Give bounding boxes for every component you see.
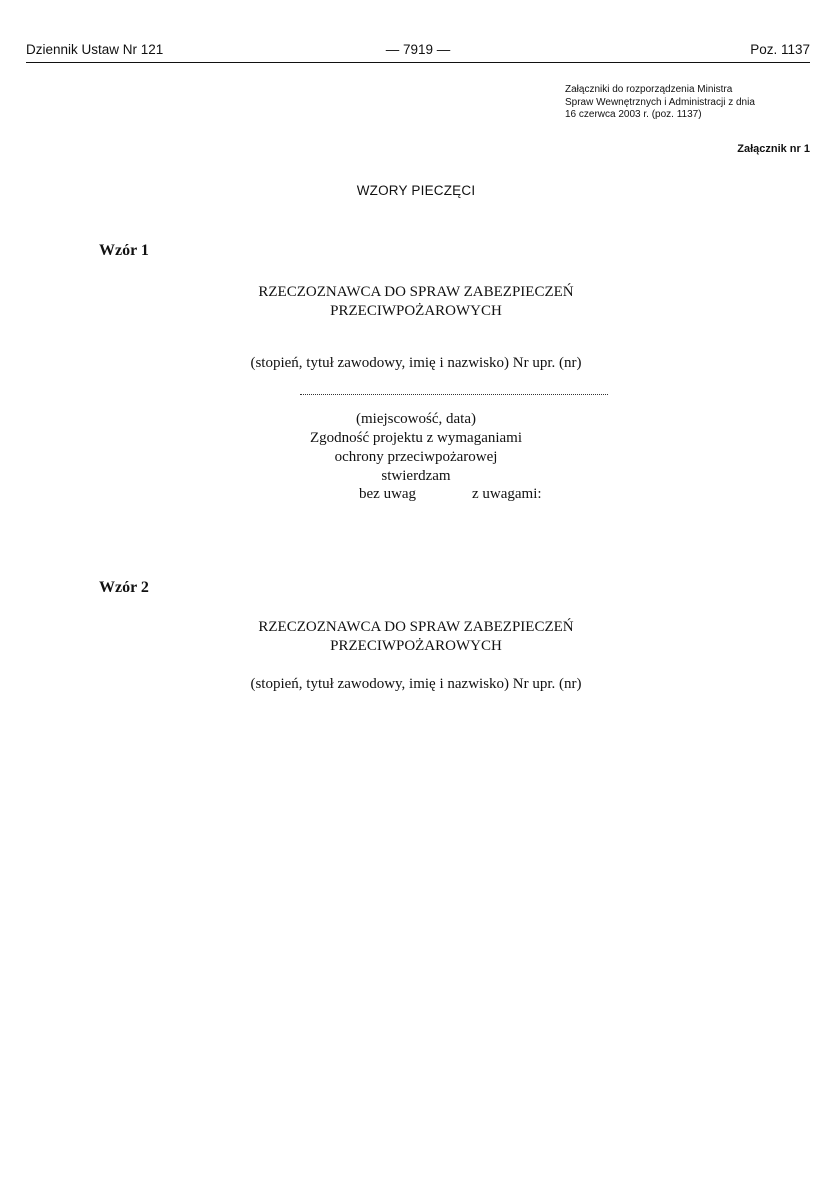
page-header — [26, 42, 810, 62]
position-number: Poz. 1137 — [750, 42, 810, 57]
pattern-1-heading — [0, 283, 832, 321]
annex-note-line: Załączniki do rozporządzenia Ministra — [565, 84, 733, 95]
heading-line: PRZECIWPOŻAROWYCH — [330, 303, 502, 319]
pattern-2-name-line: (stopień, tytuł zawodowy, imię i nazwisko) Nr upr. (nr) — [250, 676, 582, 692]
pattern-1-name-line: (stopień, tytuł zawodowy, imię i nazwisko) Nr upr. (nr) — [250, 355, 582, 371]
document-title: WZORY PIECZĘCI — [356, 183, 476, 198]
statement-line: Zgodność projektu z wymaganiami — [309, 430, 523, 446]
option-with-remarks: z uwagami: — [472, 486, 542, 502]
place-date: (miejscowość, data) — [356, 411, 476, 427]
pattern-1-label: Wzór 1 — [99, 242, 149, 259]
heading-line: RZECZOZNAWCA DO SPRAW ZABEZPIECZEŃ — [258, 619, 574, 635]
statement-line: stwierdzam — [381, 468, 451, 484]
heading-line: PRZECIWPOŻAROWYCH — [330, 638, 502, 654]
pattern-1-statement — [0, 410, 832, 486]
heading-line: RZECZOZNAWCA DO SPRAW ZABEZPIECZEŃ — [258, 284, 574, 300]
pattern-2-heading — [0, 618, 832, 656]
header-rule — [26, 62, 810, 63]
page-number: — 7919 — — [385, 42, 451, 57]
journal-name: Dziennik Ustaw Nr 121 — [26, 42, 164, 57]
annex-note-line: 16 czerwca 2003 r. (poz. 1137) — [565, 109, 702, 120]
annex-number: Załącznik nr 1 — [737, 143, 810, 155]
option-without-remarks: bez uwag — [359, 486, 417, 502]
annex-note-line: Spraw Wewnętrznych i Administracji z dnia — [565, 96, 755, 108]
statement-line: ochrony przeciwpożarowej — [334, 449, 498, 465]
pattern-2-label: Wzór 2 — [99, 579, 149, 596]
annex-note — [565, 84, 811, 122]
dotted-line — [300, 394, 608, 395]
